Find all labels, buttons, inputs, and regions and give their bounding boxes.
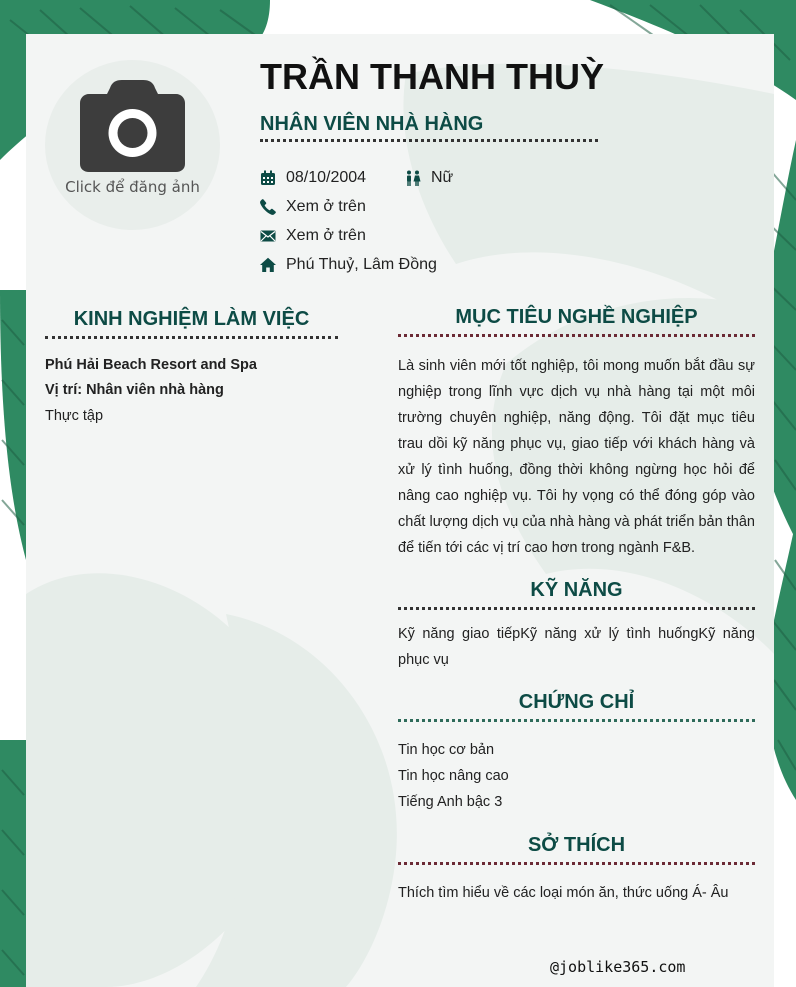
certificate-item: Tin học cơ bản xyxy=(398,742,495,758)
certificate-item: Tiếng Anh bậc 3 xyxy=(398,794,503,810)
experience-type: Thực tập xyxy=(45,408,104,424)
email-value: Xem ở trên xyxy=(286,227,366,244)
phone-value: Xem ở trên xyxy=(286,198,366,215)
email-row xyxy=(260,227,366,245)
job-title-divider xyxy=(260,139,598,142)
mail-icon xyxy=(260,228,276,244)
dob-value: 08/10/2004 xyxy=(286,169,367,186)
photo-upload[interactable] xyxy=(45,60,220,230)
address-value: Phú Thuỷ, Lâm Đồng xyxy=(286,256,437,273)
gender-row xyxy=(405,169,453,187)
gender-icon xyxy=(405,170,421,186)
calendar-icon xyxy=(260,170,276,186)
address-row xyxy=(260,256,437,274)
experience-company: Phú Hải Beach Resort and Spa xyxy=(45,357,257,373)
gender-value: Nữ xyxy=(431,169,454,186)
skills-text: Kỹ năng giao tiếpKỹ năng xử lý tình huốngKỹ năng phục vụ xyxy=(398,626,755,668)
phone-row xyxy=(260,198,366,216)
certificates-divider xyxy=(398,719,755,722)
certificates-title: CHỨNG CHỈ xyxy=(518,691,635,713)
skills-divider xyxy=(398,607,755,610)
dob-row xyxy=(260,169,366,187)
hobbies-title: SỞ THÍCH xyxy=(527,834,626,856)
home-icon xyxy=(260,257,276,273)
experience-divider xyxy=(45,336,338,339)
phone-icon xyxy=(260,199,276,215)
skills-title: KỸ NĂNG xyxy=(530,579,623,601)
site-watermark: @joblike365.com xyxy=(550,958,686,976)
experience-title: KINH NGHIỆM LÀM VIỆC xyxy=(73,308,310,330)
experience-position: Vị trí: Nhân viên nhà hàng xyxy=(45,382,224,398)
objective-divider xyxy=(398,334,755,337)
job-title: NHÂN VIÊN NHÀ HÀNG xyxy=(260,113,484,135)
certificate-item: Tin học nâng cao xyxy=(398,768,509,784)
hobbies-text: Thích tìm hiểu về các loại món ăn, thức uống Á- Âu xyxy=(398,885,729,901)
objective-text: Là sinh viên mới tốt nghiệp, tôi mong muốn bắt đầu sự nghiệp trong lĩnh vực dịch vụ nhà hàng tại một môi trường chuyên nghiệp, năng động. Tôi đặt mục tiêu trau dồi kỹ năng phục vụ, giao tiếp với khách hàng và xử lý tình huống, đồng thời không ngừng học hỏi để nâng cao nghiệp vụ. Tôi hy vọng có thể đóng góp vào chất lượng dịch vụ của nhà hàng và phát triển bản thân để tiến tới các vị trí cao hơn trong ngành F&B. xyxy=(398,358,755,556)
camera-icon xyxy=(80,80,185,172)
photo-upload-label: Click để đăng ảnh xyxy=(65,178,200,196)
candidate-name: TRẦN THANH THUỲ xyxy=(260,56,604,97)
hobbies-divider xyxy=(398,862,755,865)
objective-title: MỤC TIÊU NGHỀ NGHIỆP xyxy=(455,306,698,328)
